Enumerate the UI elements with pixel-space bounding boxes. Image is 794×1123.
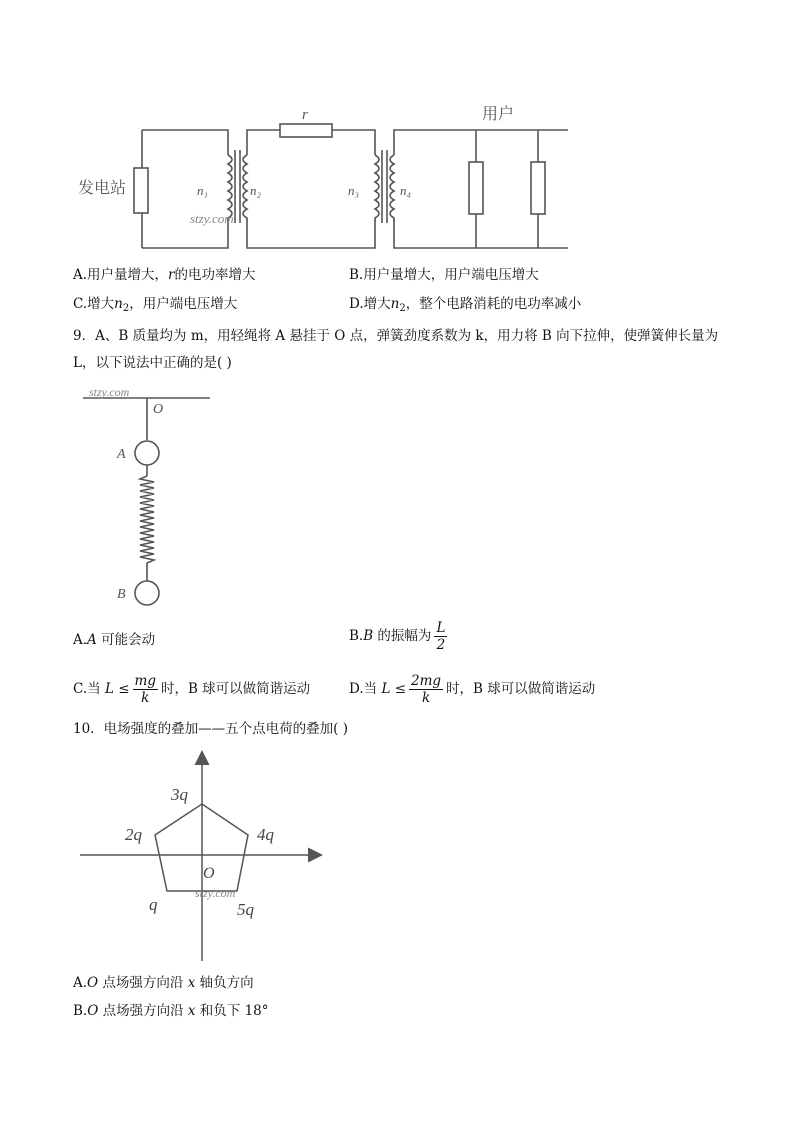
q10-option-b: B.O 点场强方向沿 x 和负下 18° xyxy=(73,1003,269,1019)
transformer-circuit-figure xyxy=(70,95,580,255)
2mg-over-k-fraction: $\frac{2mg}{k}$ xyxy=(411,673,442,706)
station-label: 发电站 xyxy=(78,180,127,197)
o-label: O xyxy=(153,402,164,417)
spring-figure xyxy=(75,388,225,613)
watermark: stzy.com xyxy=(190,211,234,226)
n3-label: n₃ xyxy=(348,183,360,198)
q8-option-d: D.增大$n_2$，整个电路消耗的电功率减小 xyxy=(349,296,582,314)
charge-3q: 3q xyxy=(171,785,188,804)
n4-label: n₄ xyxy=(400,183,412,198)
q10-stem: 10．电场强度的叠加——五个点电荷的叠加( ) xyxy=(73,721,349,737)
q8-option-a: A.用户量增大，r的电功率增大 xyxy=(73,267,256,283)
q10-option-a: A.O 点场强方向沿 x 轴负方向 xyxy=(73,975,254,991)
b-label: B xyxy=(117,587,126,602)
mg-over-k-fraction: $\frac{mg}{k}$ xyxy=(134,673,156,706)
r-label: r xyxy=(302,107,308,123)
n2-label: n₂ xyxy=(250,183,262,198)
user-label: 用户 xyxy=(482,106,515,123)
a-label: A xyxy=(117,447,126,462)
q8-option-c: C.增大$n_2$，用户端电压增大 xyxy=(73,296,238,314)
charge-q: q xyxy=(149,895,158,914)
watermark: stzy.com xyxy=(89,388,130,399)
charge-4q: 4q xyxy=(257,825,274,844)
q9-option-d: D.当 L ≤ $\frac{2mg}{k}$ 时，B 球可以做简谐运动 xyxy=(349,673,596,706)
amplitude-fraction: $\frac{L}{2}$ xyxy=(436,620,446,653)
q9-option-a: A.A 可能会动 xyxy=(73,632,156,648)
charge-5q: 5q xyxy=(237,900,254,919)
q9-stem-line1: 9．A、B 质量均为 m，用轻绳将 A 悬挂于 O 点，弹簧劲度系数为 k，用力将 B 向下拉伸，使弹簧伸长量为 xyxy=(73,328,719,344)
pentagon-charge-figure xyxy=(75,748,330,963)
q9-option-b: B.B 的振幅为 $\frac{L}{2}$ xyxy=(349,620,446,653)
origin-o: O xyxy=(203,865,215,882)
n1-label: n₁ xyxy=(197,183,209,198)
q9-option-c: C.当 L ≤ $\frac{mg}{k}$ 时，B 球可以做简谐运动 xyxy=(73,673,311,706)
watermark: stzy.com xyxy=(195,886,236,900)
q8-option-b: B.用户量增大，用户端电压增大 xyxy=(349,267,539,283)
q9-stem-line2: L，以下说法中正确的是( ) xyxy=(73,355,232,371)
charge-2q: 2q xyxy=(125,825,142,844)
